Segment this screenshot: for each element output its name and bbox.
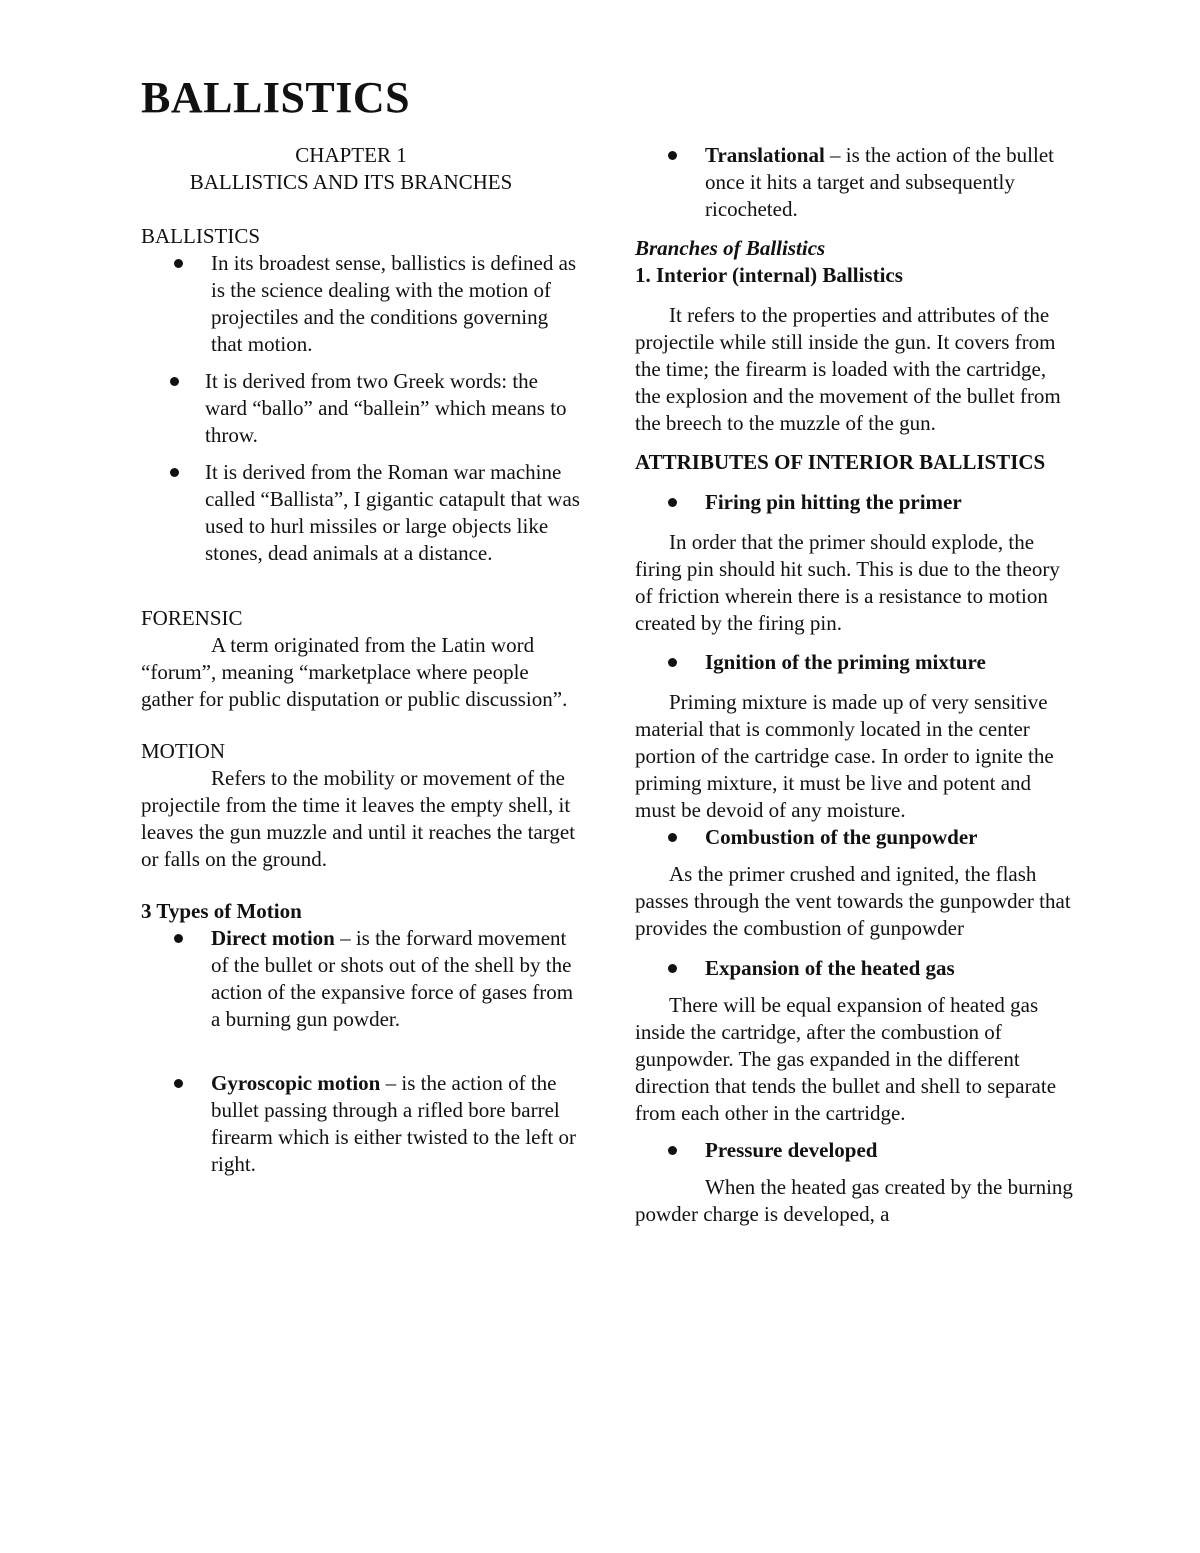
attribute-text: Priming mixture is made up of very sensitive material that is commonly located in the center portion of the cartridge case. In order to ignite the priming mixture, it must be live and potent and must be devoid of any moisture. — [635, 690, 1054, 822]
attribute-title: Expansion of the heated gas — [705, 956, 955, 980]
list-item — [635, 649, 1075, 676]
bullet-icon — [174, 1079, 183, 1088]
ballistics-heading: BALLISTICS — [141, 224, 261, 248]
term-desc: – is the forward movement of the bullet or shots out of the shell by the action of the expansive force of gases from a burning gun powder. — [211, 926, 574, 1031]
bullet-icon — [668, 964, 677, 973]
right-column — [635, 142, 1075, 1228]
term-desc: – is the action of the bullet passing through a rifled bore barrel firearm which is either twisted to the left or right. — [211, 1071, 577, 1176]
bullet-icon — [668, 1146, 677, 1155]
bullet-icon — [668, 658, 677, 667]
bullet-text: In its broadest sense, ballistics is defined as is the science dealing with the motion of projectiles and the conditions governing that motion. — [211, 251, 577, 356]
forensic-heading: FORENSIC — [141, 606, 243, 630]
attribute-title: Combustion of the gunpowder — [705, 825, 978, 849]
term: Direct motion — [211, 926, 335, 950]
interior-heading: 1. Interior (internal) Ballistics — [635, 263, 903, 287]
attribute-text: As the primer crushed and ignited, the flash passes through the vent towards the gunpowder that provides the combustion of gunpowder — [635, 862, 1071, 940]
bullet-icon — [668, 498, 677, 507]
list-item — [635, 1137, 1075, 1164]
attributes-heading: ATTRIBUTES OF INTERIOR BALLISTICS — [635, 450, 1046, 474]
bullet-icon — [170, 468, 179, 477]
list-item — [141, 250, 581, 358]
bullet-icon — [170, 377, 179, 386]
list-item — [635, 824, 1075, 851]
attribute-text: In order that the primer should explode, the firing pin should hit such. This is due to the theory of friction wherein there is a resistance to motion created by the firing pin. — [635, 530, 1060, 635]
list-item — [141, 925, 581, 1033]
list-item — [635, 489, 1075, 516]
chapter-number: CHAPTER 1 — [295, 143, 407, 167]
attribute-title: Firing pin hitting the primer — [705, 490, 962, 514]
list-item — [141, 368, 581, 449]
list-item — [141, 1070, 581, 1178]
motion-heading: MOTION — [141, 739, 225, 763]
interior-text: It refers to the properties and attributes of the projectile while still inside the gun. It covers from the time; the firearm is loaded with the cartridge, the explosion and the movement of the bullet from the breech to the muzzle of the gun. — [635, 303, 1061, 435]
list-item — [635, 142, 1075, 223]
term: Translational — [705, 143, 825, 167]
bullet-text: It is derived from the Roman war machine called “Ballista”, I gigantic catapult that was used to hurl missiles or large objects like stones, dead animals at a distance. — [205, 460, 580, 565]
motion-text: Refers to the mobility or movement of the projectile from the time it leaves the empty shell, it leaves the gun muzzle and until it reaches the target or falls on the ground. — [141, 766, 576, 871]
attribute-text: There will be equal expansion of heated gas inside the cartridge, after the combustion of gunpowder. The gas expanded in the different direction that tends the bullet and shell to separate from each other in the cartridge. — [635, 993, 1057, 1125]
list-item — [635, 955, 1075, 982]
bullet-icon — [668, 833, 677, 842]
term-desc: – is the action of the bullet once it hits a target and subsequently ricocheted. — [705, 143, 1054, 221]
bullet-text: It is derived from two Greek words: the ward “ballo” and “ballein” which means to throw. — [205, 369, 567, 447]
attribute-title: Ignition of the priming mixture — [705, 650, 986, 674]
attribute-title: Pressure developed — [705, 1138, 878, 1162]
branches-heading: Branches of Ballistics — [635, 236, 826, 260]
bullet-icon — [174, 259, 183, 268]
list-item — [141, 459, 581, 567]
attribute-text: When the heated gas created by the burning powder charge is developed, a — [635, 1175, 1073, 1226]
chapter-title: BALLISTICS AND ITS BRANCHES — [189, 170, 513, 194]
forensic-text: A term originated from the Latin word “forum”, meaning “marketplace where people gather for public disputation or public discussion”. — [141, 633, 568, 711]
bullet-icon — [174, 934, 183, 943]
types-heading: 3 Types of Motion — [141, 899, 302, 923]
left-column — [141, 142, 581, 1178]
term: Gyroscopic motion — [211, 1071, 381, 1095]
page-title: BALLISTICS — [141, 73, 411, 122]
bullet-icon — [668, 151, 677, 160]
